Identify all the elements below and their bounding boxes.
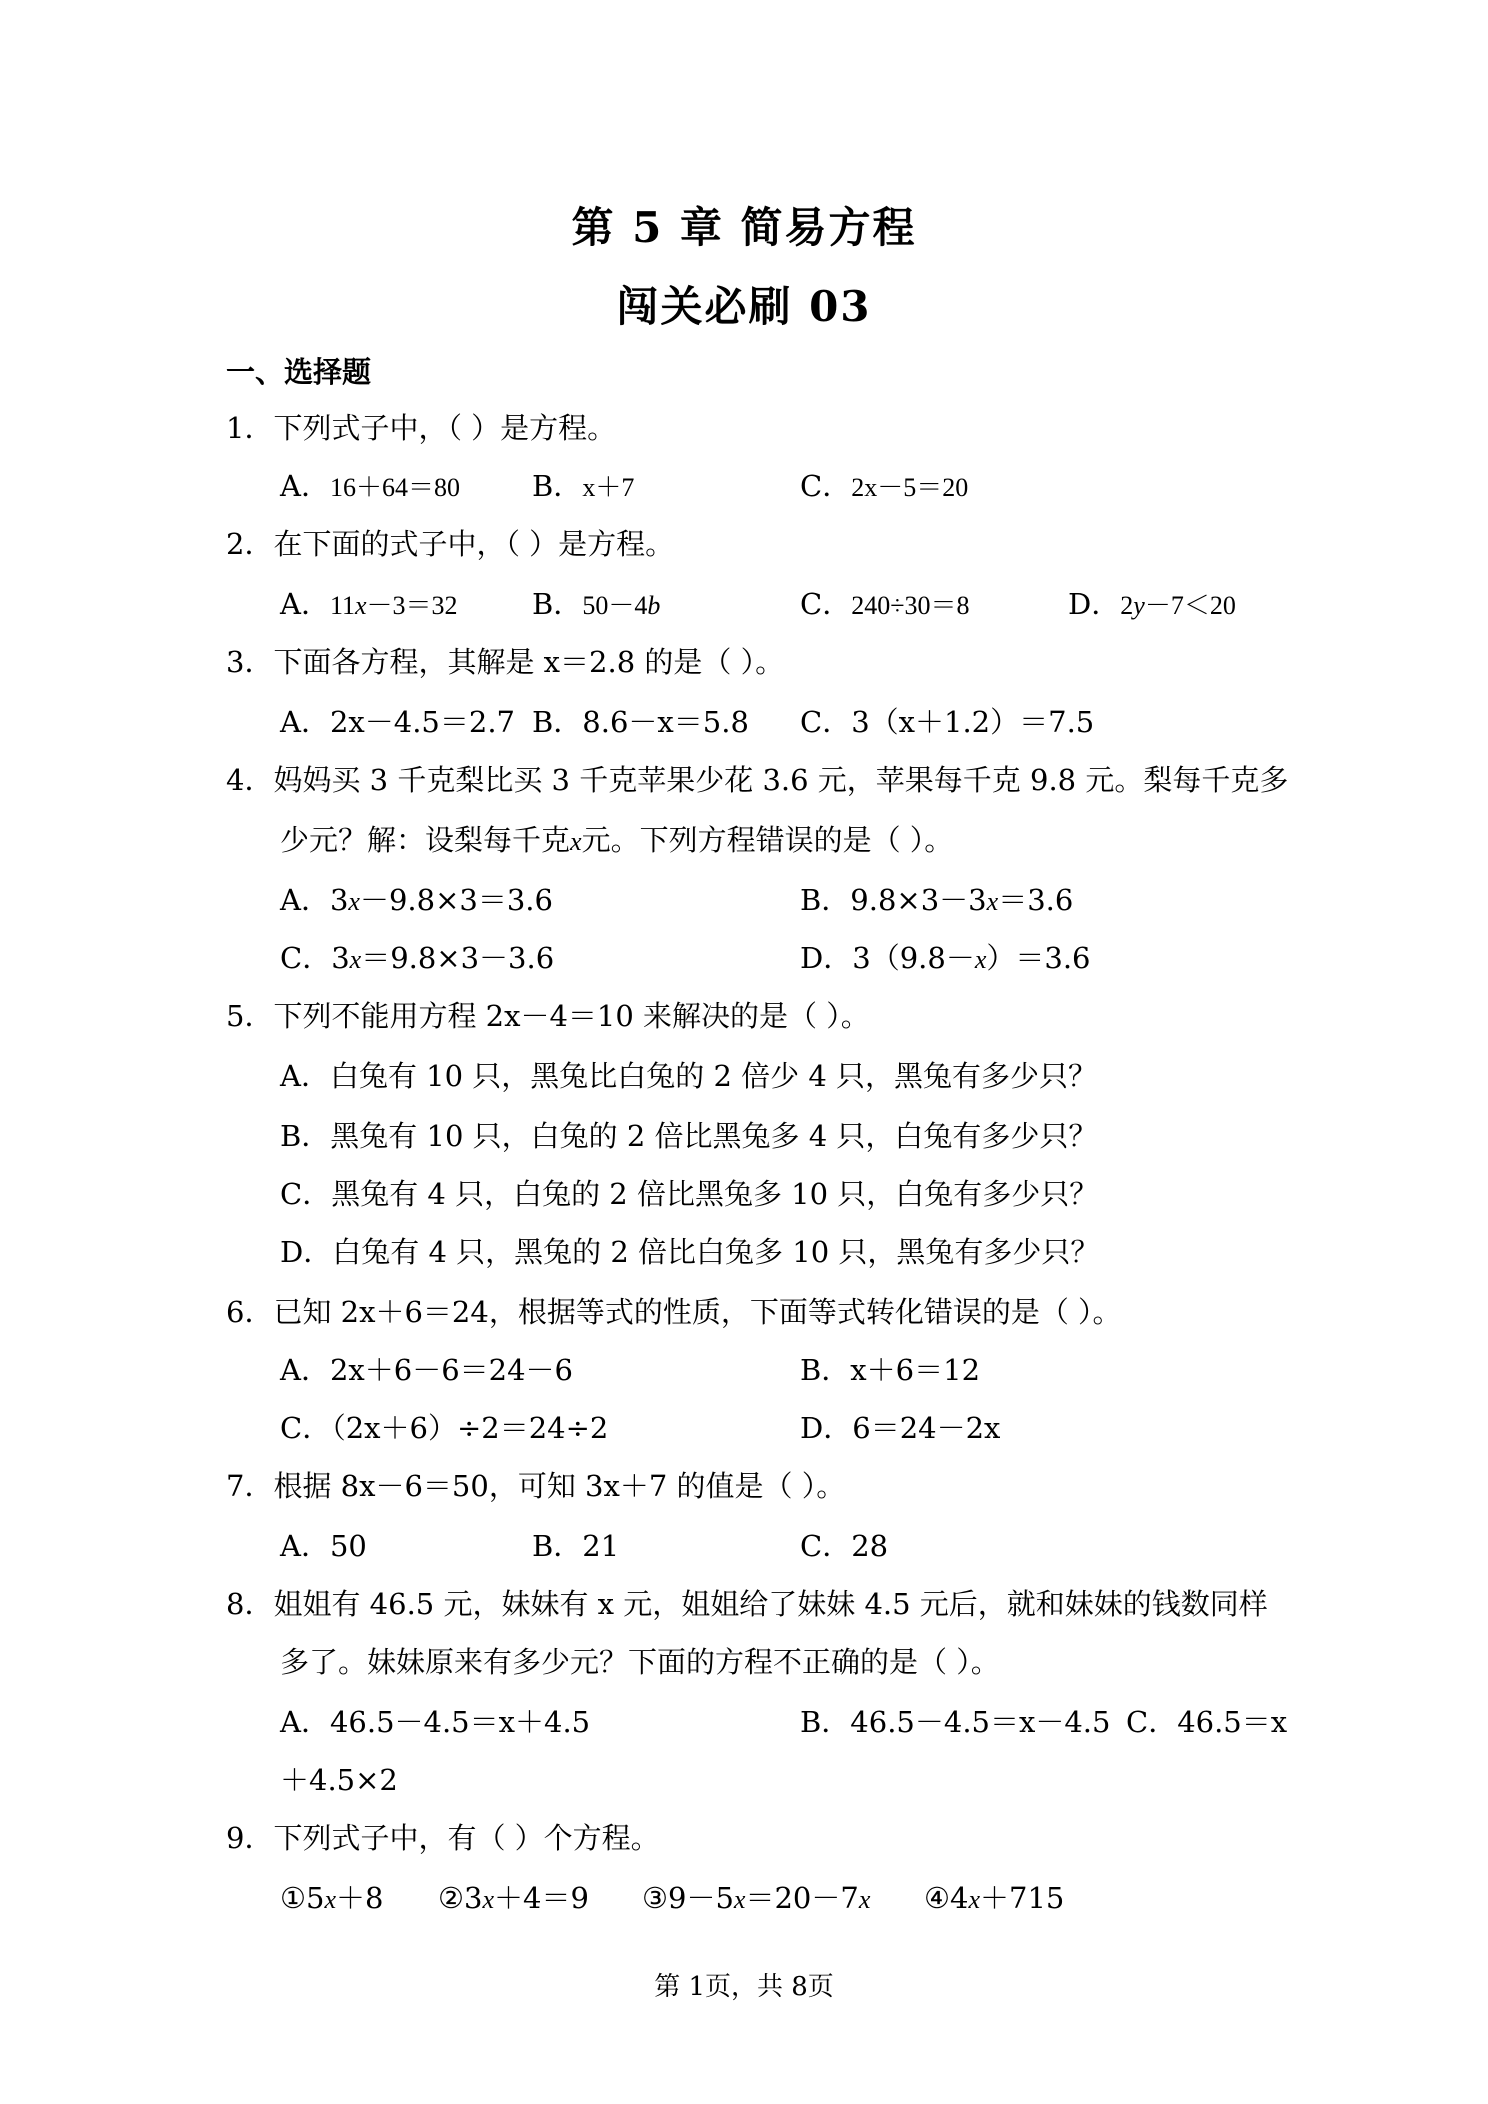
question-8-stem-line-1: 8．姐姐有 46.5 元，妹妹有 x 元，姐姐给了妹妹 4.5 元后，就和妹妹的钱数同样 [226, 1587, 1268, 1621]
question-1-option-b: B．x＋7 [532, 469, 635, 503]
section-heading: 一、选择题 [226, 355, 372, 389]
question-1-stem: 1．下列式子中，（ ）是方程。 [226, 411, 617, 445]
question-9-item-2: ②3x＋4＝9 [438, 1881, 589, 1915]
question-8-option-c-continued: ＋4.5×2 [280, 1763, 398, 1797]
question-5-option-a: A．白兔有 10 只，黑兔比白兔的 2 倍少 4 只，黑兔有多少只？ [280, 1059, 1098, 1093]
question-7-option-a: A．50 [280, 1529, 367, 1563]
question-2-option-d: D．2y－7＜20 [1068, 587, 1236, 621]
question-6-stem: 6．已知 2x＋6＝24，根据等式的性质，下面等式转化错误的是（ ）。 [226, 1295, 1122, 1329]
question-7-option-b: B．21 [532, 1529, 620, 1563]
question-9-item-1: ①5x＋8 [280, 1881, 384, 1915]
page-footer: 第 1页，共 8页 [654, 1972, 834, 2002]
question-6-option-d: D．6＝24－2x [800, 1411, 1001, 1445]
question-4-stem-line-2: 少元？解：设梨每千克x元。下列方程错误的是（ ）。 [280, 823, 954, 857]
question-1-option-c: C．2x－5＝20 [800, 469, 969, 503]
question-2-option-a: A．11x－3＝32 [280, 587, 458, 621]
question-8-option-c: C．46.5＝x [1126, 1705, 1288, 1739]
question-2-option-b: B．50－4b [532, 587, 661, 621]
question-4-option-a: A．3x－9.8×3＝3.6 [280, 883, 553, 917]
question-3-stem: 3．下面各方程，其解是 x＝2.8 的是（ ）。 [226, 645, 785, 679]
question-8-option-b: B．46.5－4.5＝x－4.5 [800, 1705, 1111, 1739]
question-2-stem: 2．在下面的式子中，（ ）是方程。 [226, 527, 675, 561]
question-4-option-d: D．3（9.8－x）＝3.6 [800, 941, 1091, 975]
question-8-stem-line-2: 多了。妹妹原来有多少元？下面的方程不正确的是（ ）。 [280, 1645, 1000, 1679]
question-7-option-c: C．28 [800, 1529, 889, 1563]
question-8-option-a: A．46.5－4.5＝x＋4.5 [280, 1705, 591, 1739]
question-3-option-c: C．3（x＋1.2）＝7.5 [800, 705, 1095, 739]
question-9-item-4: ④4x＋715 [924, 1881, 1065, 1915]
question-9-stem: 9．下列式子中，有（ ）个方程。 [226, 1821, 660, 1855]
question-5-option-c: C．黑兔有 4 只，白兔的 2 倍比黑兔多 10 只，白兔有多少只？ [280, 1177, 1099, 1211]
question-9-item-3: ③9－5x＝20－7x [642, 1881, 871, 1915]
question-5-option-b: B．黑兔有 10 只，白兔的 2 倍比黑兔多 4 只，白兔有多少只？ [280, 1119, 1098, 1153]
question-6-option-a: A．2x＋6－6＝24－6 [280, 1353, 574, 1387]
question-7-stem: 7．根据 8x－6＝50，可知 3x＋7 的值是（ ）。 [226, 1469, 846, 1503]
question-6-option-c: C．（2x＋6）÷2＝24÷2 [280, 1411, 609, 1445]
question-3-option-a: A．2x－4.5＝2.7 [280, 705, 515, 739]
question-2-option-c: C．240÷30＝8 [800, 587, 970, 621]
question-6-option-b: B．x＋6＝12 [800, 1353, 981, 1387]
question-5-option-d: D．白兔有 4 只，黑兔的 2 倍比白兔多 10 只，黑兔有多少只？ [280, 1235, 1100, 1269]
question-3-option-b: B．8.6－x＝5.8 [532, 705, 749, 739]
question-5-stem: 5．下列不能用方程 2x－4＝10 来解决的是（ ）。 [226, 999, 870, 1033]
question-4-option-c: C．3x＝9.8×3－3.6 [280, 941, 555, 975]
question-4-stem-line-1: 4．妈妈买 3 千克梨比买 3 千克苹果少花 3.6 元，苹果每千克 9.8 元。梨每千克多 [226, 763, 1289, 797]
question-4-option-b: B．9.8×3－3x＝3.6 [800, 883, 1074, 917]
exercise-title: 闯关必刷 03 [616, 282, 872, 331]
chapter-title: 第 5 章 简易方程 [571, 203, 917, 252]
question-1-option-a: A．16＋64＝80 [280, 469, 460, 503]
